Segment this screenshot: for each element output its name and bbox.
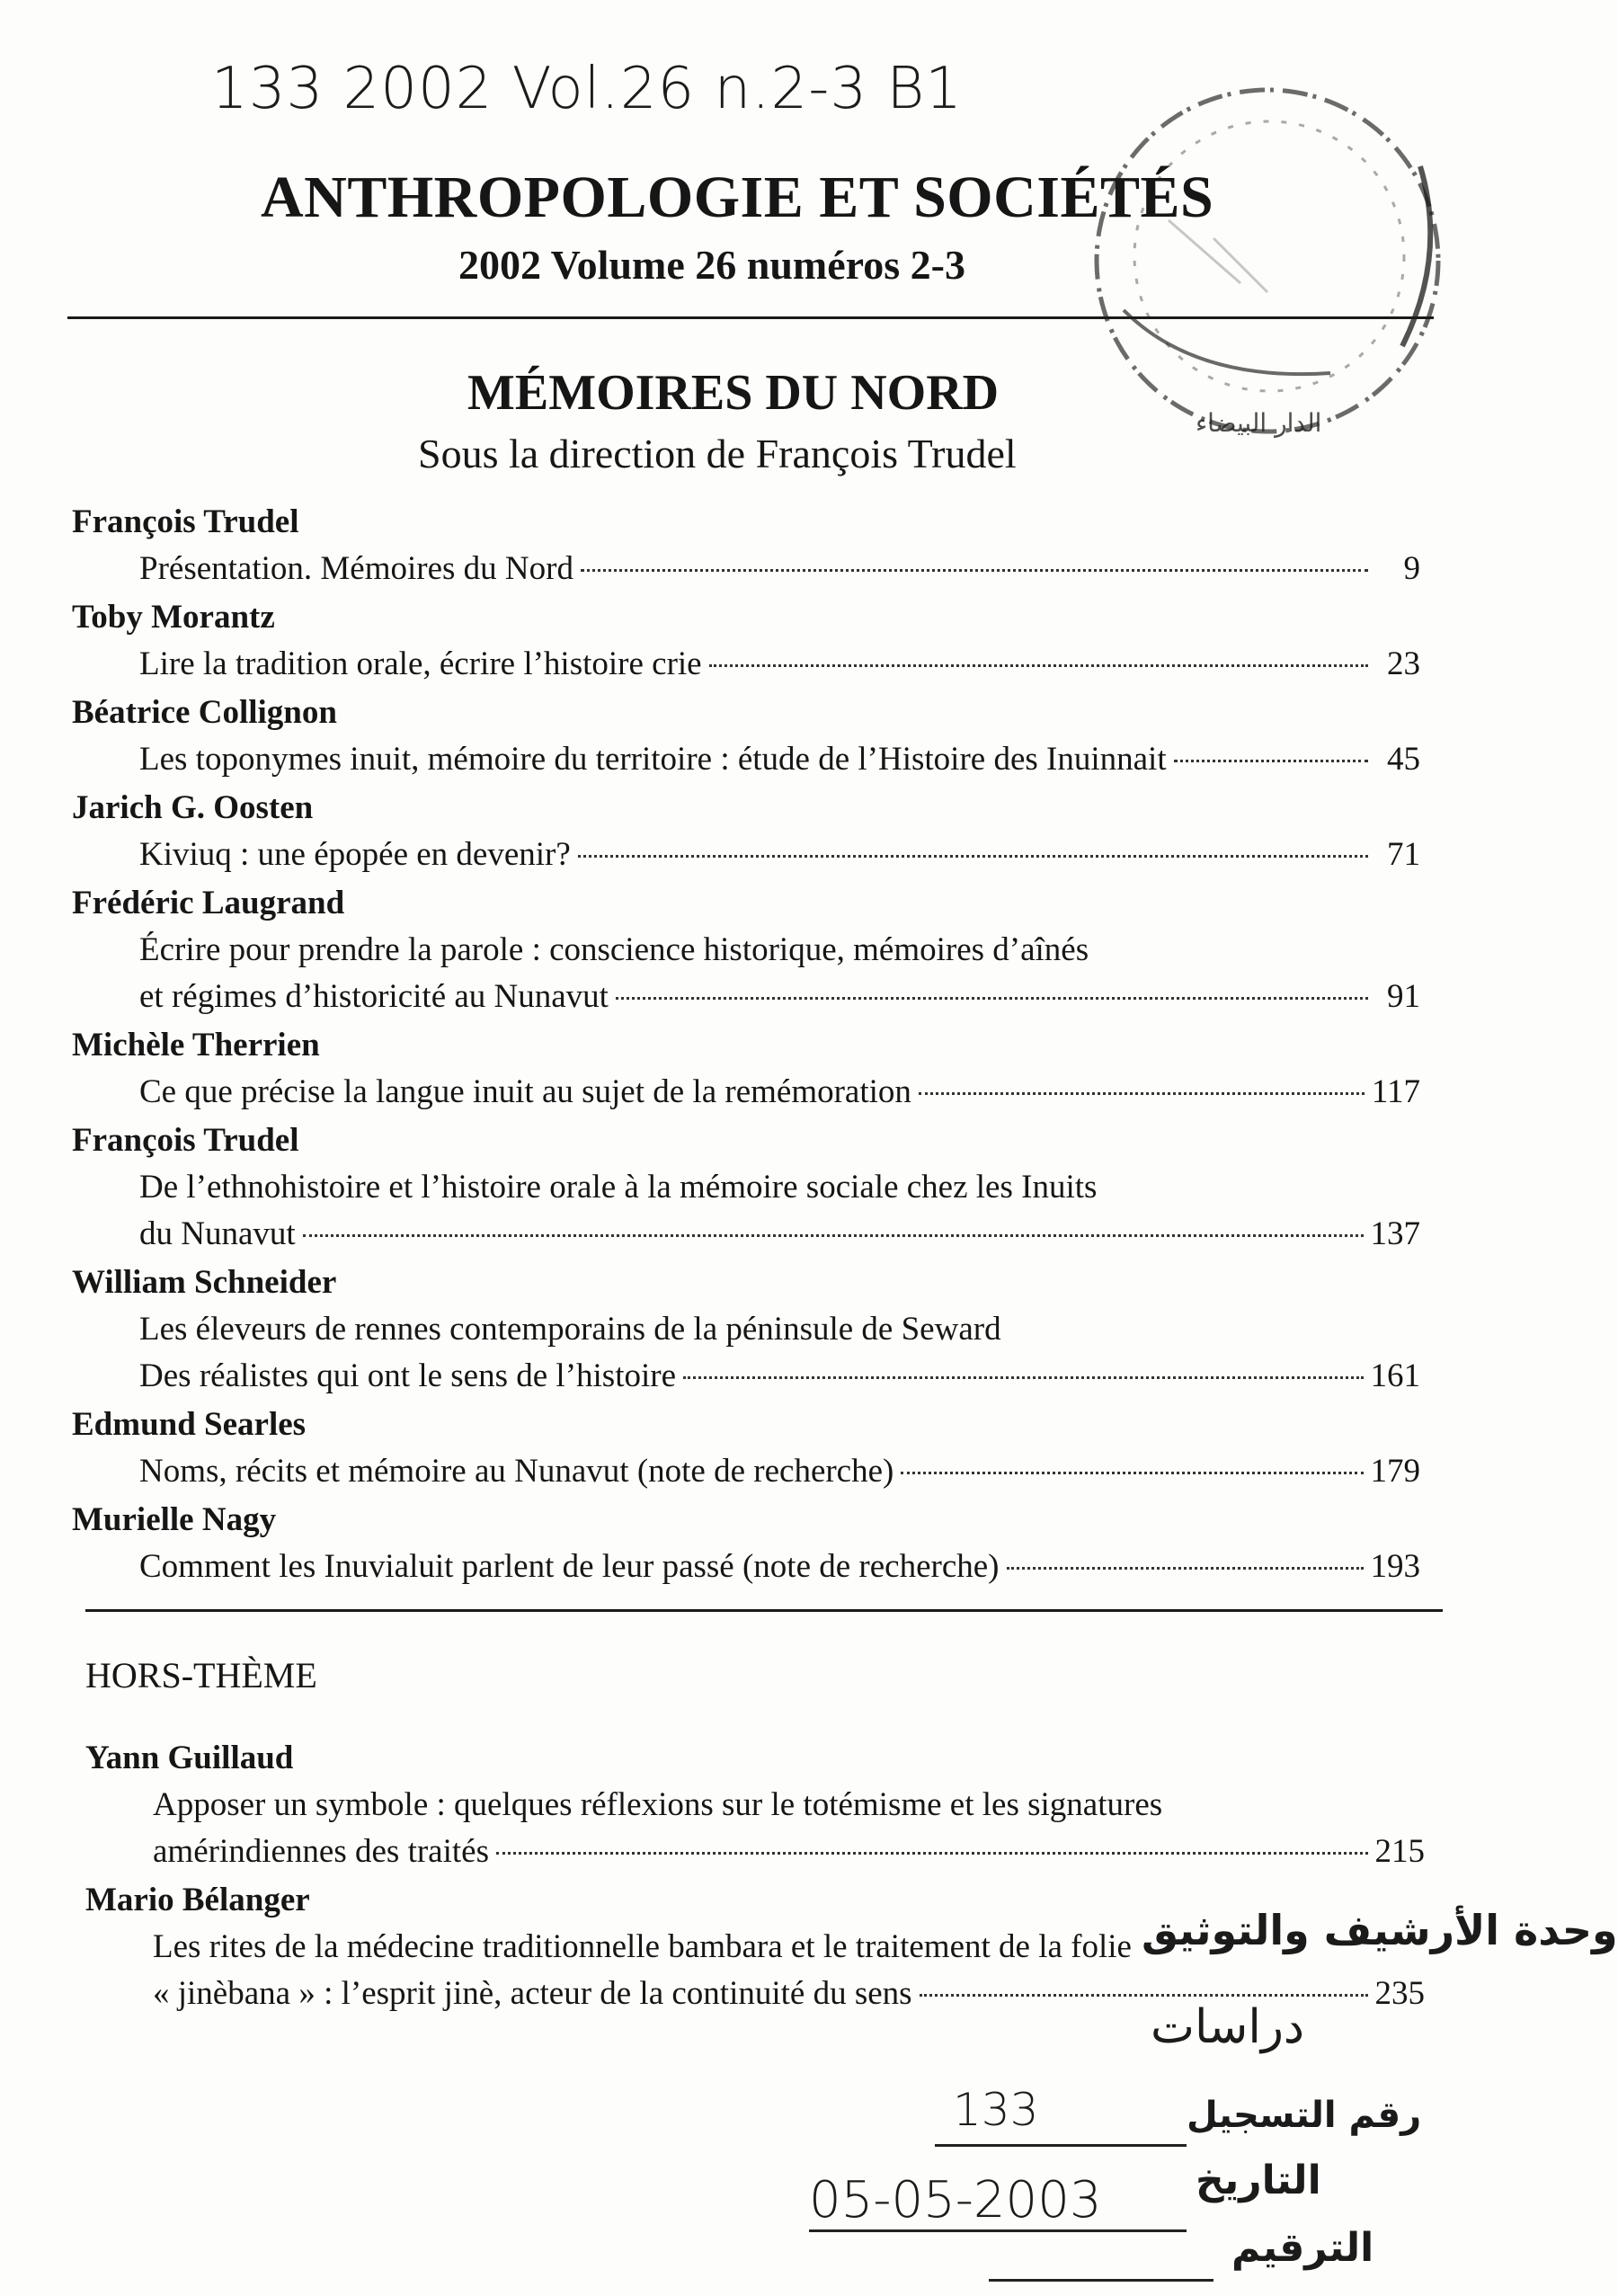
journal-title: ANTHROPOLOGIE ET SOCIÉTÉS xyxy=(261,165,1214,230)
handwritten-call-number: 133 2002 Vol.26 n.2-3 B1 xyxy=(211,56,963,122)
page-number: 179 xyxy=(1370,1453,1420,1490)
entry-title: et régimes d’historicité au Nunavut xyxy=(139,978,609,1015)
page-number: 215 xyxy=(1374,1833,1425,1870)
toc-entry xyxy=(72,690,1420,783)
dot-leader xyxy=(709,664,1368,667)
entry-title-line xyxy=(72,832,1420,878)
page-number: 117 xyxy=(1371,1073,1420,1110)
registration-date-label: التاريخ xyxy=(1196,2158,1321,2203)
dot-leader xyxy=(920,1994,1368,1997)
toc-entry xyxy=(72,1022,1420,1116)
entry-title-line xyxy=(72,1211,1420,1258)
entry-title: Les éleveurs de rennes contemporains de la péninsule de Seward xyxy=(139,1311,1001,1348)
entry-title: du Nunavut xyxy=(139,1215,296,1252)
dot-leader xyxy=(303,1234,1364,1237)
entry-title: De l’ethnohistoire et l’histoire orale à la mémoire sociale chez les Inuits xyxy=(139,1169,1098,1206)
dot-leader xyxy=(919,1092,1365,1095)
entry-title-line xyxy=(72,1164,1420,1211)
hors-theme-contents xyxy=(85,1735,1425,2019)
entry-title: Lire la tradition orale, écrire l’histoire crie xyxy=(139,645,702,682)
registration-number: 133 xyxy=(953,2084,1039,2136)
toc-entry xyxy=(85,1735,1425,1875)
entry-title-line xyxy=(72,1544,1420,1590)
entry-title-line xyxy=(85,1782,1425,1829)
entry-title-line xyxy=(72,1306,1420,1353)
entry-title: Des réalistes qui ont le sens de l’histoire xyxy=(139,1357,677,1394)
toc-entry xyxy=(72,499,1420,592)
entry-title-line xyxy=(72,974,1420,1020)
table-of-contents xyxy=(72,499,1420,1592)
entry-author: François Trudel xyxy=(72,503,299,540)
page-number: 235 xyxy=(1374,1975,1425,2012)
library-stamp xyxy=(1061,85,1456,472)
entry-title-line xyxy=(72,1069,1420,1116)
dot-leader xyxy=(1174,760,1368,762)
entry-author: Michèle Therrien xyxy=(72,1027,320,1063)
hors-theme-heading: HORS-THÈME xyxy=(85,1655,317,1695)
entry-title-line xyxy=(72,1448,1420,1495)
toc-entry xyxy=(72,1117,1420,1258)
pen-line xyxy=(989,2279,1214,2282)
dot-leader xyxy=(496,1852,1368,1855)
entry-author: François Trudel xyxy=(72,1122,299,1159)
toc-entry xyxy=(72,594,1420,688)
registration-stamp-text: وحدة الأرشيف والتوثيق xyxy=(1142,1906,1618,1954)
entry-author: Murielle Nagy xyxy=(72,1501,277,1538)
dot-leader xyxy=(1007,1567,1364,1570)
entry-title: Kiviuq : une épopée en devenir? xyxy=(139,836,571,873)
pen-line xyxy=(935,2144,1187,2147)
entry-title: Apposer un symbole : quelques réflexions sur le totémisme et les signatures xyxy=(153,1786,1163,1823)
direction-line: Sous la direction de François Trudel xyxy=(418,431,1017,476)
page-number: 161 xyxy=(1370,1357,1420,1394)
dot-leader xyxy=(578,855,1368,858)
page-number: 71 xyxy=(1387,836,1420,873)
entry-title-line xyxy=(72,546,1420,592)
stamp-text: الدار البيضاء xyxy=(1196,408,1322,438)
entry-title: amérindiennes des traités xyxy=(153,1833,489,1870)
pen-line xyxy=(809,2229,1187,2232)
entry-title-line xyxy=(72,927,1420,974)
dot-leader xyxy=(683,1376,1363,1379)
divider xyxy=(85,1609,1443,1612)
entry-author: Jarich G. Oosten xyxy=(72,789,314,826)
entry-title-line xyxy=(72,1353,1420,1400)
registration-number-label: رقم التسجيل xyxy=(1187,2095,1422,2136)
entry-title: Présentation. Mémoires du Nord xyxy=(139,550,573,587)
entry-title: Comment les Inuvialuit parlent de leur passé (note de recherche) xyxy=(139,1548,1000,1585)
theme-title: MÉMOIRES DU NORD xyxy=(467,365,1000,421)
entry-title: Les rites de la médecine traditionnelle bambara et le traitement de la folie xyxy=(153,1928,1132,1965)
entry-title-line xyxy=(72,736,1420,783)
divider xyxy=(67,316,1434,319)
toc-entry xyxy=(72,1402,1420,1495)
entry-author: William Schneider xyxy=(72,1264,337,1301)
dot-leader xyxy=(581,569,1368,572)
toc-entry xyxy=(72,1497,1420,1590)
entry-title-line xyxy=(72,641,1420,688)
page-number: 9 xyxy=(1403,550,1420,587)
entry-author: Mario Bélanger xyxy=(85,1882,310,1918)
issue-line: 2002 Volume 26 numéros 2-3 xyxy=(458,242,965,288)
page-number: 193 xyxy=(1370,1548,1420,1585)
entry-author: Toby Morantz xyxy=(72,599,275,636)
dot-leader xyxy=(616,997,1368,1000)
page-number: 45 xyxy=(1387,741,1420,778)
entry-title: Ce que précise la langue inuit au sujet de la remémoration xyxy=(139,1073,911,1110)
registration-stamp-text-2: دراسات xyxy=(1151,2000,1305,2054)
registration-code-label: الترقيم xyxy=(1231,2225,1374,2271)
toc-entry xyxy=(72,785,1420,878)
toc-entry xyxy=(72,880,1420,1020)
entry-title: « jinèbana » : l’esprit jinè, acteur de la continuité du sens xyxy=(153,1975,912,2012)
toc-entry xyxy=(72,1259,1420,1400)
registration-date: 05-05-2003 xyxy=(809,2171,1102,2229)
entry-title: Les toponymes inuit, mémoire du territoire : étude de l’Histoire des Inuinnait xyxy=(139,741,1167,778)
page-number: 91 xyxy=(1387,978,1420,1015)
entry-title-line xyxy=(85,1829,1425,1875)
entry-author: Frédéric Laugrand xyxy=(72,885,345,921)
entry-author: Yann Guillaud xyxy=(85,1740,294,1776)
entry-author: Edmund Searles xyxy=(72,1406,307,1443)
entry-author: Béatrice Collignon xyxy=(72,694,337,731)
entry-title: Écrire pour prendre la parole : conscience historique, mémoires d’aînés xyxy=(139,931,1089,968)
page-number: 23 xyxy=(1387,645,1420,682)
page-number: 137 xyxy=(1370,1215,1420,1252)
entry-title: Noms, récits et mémoire au Nunavut (note de recherche) xyxy=(139,1453,894,1490)
dot-leader xyxy=(901,1472,1363,1474)
